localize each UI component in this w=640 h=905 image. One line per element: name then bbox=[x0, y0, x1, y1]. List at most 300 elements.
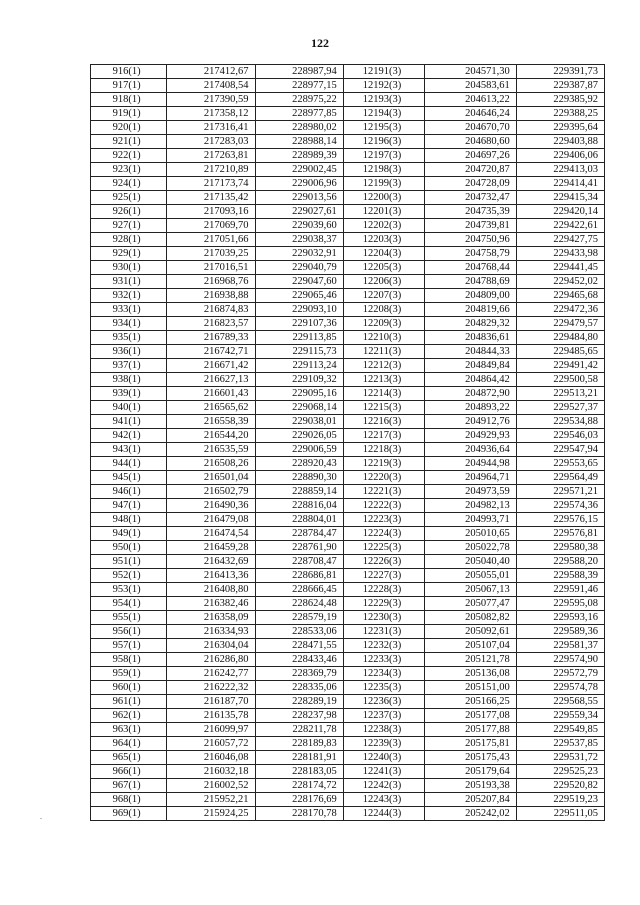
y-coordinate-a-cell: 229113,85 bbox=[255, 331, 343, 345]
x-coordinate-b-cell: 205067,13 bbox=[425, 583, 516, 597]
x-coordinate-a-cell: 216057,72 bbox=[167, 737, 255, 751]
point-id-b-cell: 12199(3) bbox=[343, 177, 425, 191]
y-coordinate-a-cell: 229027,61 bbox=[255, 205, 343, 219]
point-id-a-cell: 944(1) bbox=[91, 457, 167, 471]
x-coordinate-a-cell: 216222,32 bbox=[167, 681, 255, 695]
point-id-a-cell: 957(1) bbox=[91, 639, 167, 653]
y-coordinate-b-cell: 229513,21 bbox=[516, 387, 604, 401]
y-coordinate-b-cell: 229465,68 bbox=[516, 289, 604, 303]
y-coordinate-a-cell: 228237,98 bbox=[255, 709, 343, 723]
x-coordinate-b-cell: 205193,38 bbox=[425, 779, 516, 793]
y-coordinate-b-cell: 229525,23 bbox=[516, 765, 604, 779]
point-id-a-cell: 924(1) bbox=[91, 177, 167, 191]
point-id-a-cell: 968(1) bbox=[91, 793, 167, 807]
y-coordinate-b-cell: 229385,92 bbox=[516, 93, 604, 107]
y-coordinate-b-cell: 229427,75 bbox=[516, 233, 604, 247]
point-id-b-cell: 12240(3) bbox=[343, 751, 425, 765]
x-coordinate-b-cell: 204613,22 bbox=[425, 93, 516, 107]
y-coordinate-b-cell: 229559,34 bbox=[516, 709, 604, 723]
table-row bbox=[91, 527, 605, 541]
x-coordinate-b-cell: 204646,24 bbox=[425, 107, 516, 121]
y-coordinate-a-cell: 228989,39 bbox=[255, 149, 343, 163]
x-coordinate-a-cell: 217093,16 bbox=[167, 205, 255, 219]
y-coordinate-a-cell: 229115,73 bbox=[255, 345, 343, 359]
x-coordinate-b-cell: 204680,60 bbox=[425, 135, 516, 149]
y-coordinate-b-cell: 229574,78 bbox=[516, 681, 604, 695]
x-coordinate-a-cell: 216874,83 bbox=[167, 303, 255, 317]
x-coordinate-b-cell: 204697,26 bbox=[425, 149, 516, 163]
y-coordinate-a-cell: 229032,91 bbox=[255, 247, 343, 261]
point-id-a-cell: 961(1) bbox=[91, 695, 167, 709]
x-coordinate-a-cell: 217069,70 bbox=[167, 219, 255, 233]
y-coordinate-b-cell: 229441,45 bbox=[516, 261, 604, 275]
table-row bbox=[91, 807, 605, 821]
point-id-b-cell: 12203(3) bbox=[343, 233, 425, 247]
x-coordinate-b-cell: 204819,66 bbox=[425, 303, 516, 317]
y-coordinate-b-cell: 229591,46 bbox=[516, 583, 604, 597]
x-coordinate-a-cell: 216968,76 bbox=[167, 275, 255, 289]
y-coordinate-a-cell: 228987,94 bbox=[255, 65, 343, 79]
y-coordinate-a-cell: 228920,43 bbox=[255, 457, 343, 471]
table-row bbox=[91, 457, 605, 471]
table-row bbox=[91, 597, 605, 611]
point-id-b-cell: 12198(3) bbox=[343, 163, 425, 177]
table-row bbox=[91, 387, 605, 401]
point-id-b-cell: 12216(3) bbox=[343, 415, 425, 429]
x-coordinate-a-cell: 216334,93 bbox=[167, 625, 255, 639]
y-coordinate-b-cell: 229576,15 bbox=[516, 513, 604, 527]
point-id-b-cell: 12204(3) bbox=[343, 247, 425, 261]
y-coordinate-a-cell: 229107,36 bbox=[255, 317, 343, 331]
y-coordinate-b-cell: 229520,82 bbox=[516, 779, 604, 793]
y-coordinate-b-cell: 229588,39 bbox=[516, 569, 604, 583]
y-coordinate-b-cell: 229547,94 bbox=[516, 443, 604, 457]
x-coordinate-a-cell: 216099,97 bbox=[167, 723, 255, 737]
point-id-a-cell: 933(1) bbox=[91, 303, 167, 317]
x-coordinate-a-cell: 216627,13 bbox=[167, 373, 255, 387]
x-coordinate-a-cell: 216823,57 bbox=[167, 317, 255, 331]
x-coordinate-a-cell: 216002,52 bbox=[167, 779, 255, 793]
point-id-b-cell: 12215(3) bbox=[343, 401, 425, 415]
table-row bbox=[91, 345, 605, 359]
x-coordinate-a-cell: 216032,18 bbox=[167, 765, 255, 779]
y-coordinate-a-cell: 228183,05 bbox=[255, 765, 343, 779]
y-coordinate-b-cell: 229414,41 bbox=[516, 177, 604, 191]
point-id-b-cell: 12232(3) bbox=[343, 639, 425, 653]
x-coordinate-a-cell: 216135,78 bbox=[167, 709, 255, 723]
x-coordinate-a-cell: 216304,04 bbox=[167, 639, 255, 653]
point-id-b-cell: 12193(3) bbox=[343, 93, 425, 107]
point-id-a-cell: 920(1) bbox=[91, 121, 167, 135]
coordinates-table bbox=[90, 64, 605, 821]
y-coordinate-b-cell: 229491,42 bbox=[516, 359, 604, 373]
point-id-a-cell: 962(1) bbox=[91, 709, 167, 723]
point-id-a-cell: 931(1) bbox=[91, 275, 167, 289]
y-coordinate-b-cell: 229588,20 bbox=[516, 555, 604, 569]
table-row bbox=[91, 65, 605, 79]
y-coordinate-b-cell: 229519,23 bbox=[516, 793, 604, 807]
point-id-b-cell: 12230(3) bbox=[343, 611, 425, 625]
point-id-a-cell: 934(1) bbox=[91, 317, 167, 331]
point-id-b-cell: 12244(3) bbox=[343, 807, 425, 821]
y-coordinate-a-cell: 228977,85 bbox=[255, 107, 343, 121]
table-row bbox=[91, 191, 605, 205]
x-coordinate-a-cell: 216242,77 bbox=[167, 667, 255, 681]
x-coordinate-b-cell: 205055,01 bbox=[425, 569, 516, 583]
y-coordinate-b-cell: 229388,25 bbox=[516, 107, 604, 121]
point-id-a-cell: 921(1) bbox=[91, 135, 167, 149]
table-row bbox=[91, 569, 605, 583]
x-coordinate-b-cell: 204936,64 bbox=[425, 443, 516, 457]
point-id-b-cell: 12202(3) bbox=[343, 219, 425, 233]
y-coordinate-b-cell: 229527,37 bbox=[516, 401, 604, 415]
x-coordinate-b-cell: 204809,00 bbox=[425, 289, 516, 303]
y-coordinate-b-cell: 229553,65 bbox=[516, 457, 604, 471]
point-id-b-cell: 12233(3) bbox=[343, 653, 425, 667]
x-coordinate-a-cell: 216382,46 bbox=[167, 597, 255, 611]
x-coordinate-b-cell: 204872,90 bbox=[425, 387, 516, 401]
table-row bbox=[91, 275, 605, 289]
x-coordinate-b-cell: 204750,96 bbox=[425, 233, 516, 247]
y-coordinate-b-cell: 229500,58 bbox=[516, 373, 604, 387]
table-row bbox=[91, 625, 605, 639]
x-coordinate-a-cell: 217016,51 bbox=[167, 261, 255, 275]
point-id-a-cell: 935(1) bbox=[91, 331, 167, 345]
table-row bbox=[91, 765, 605, 779]
x-coordinate-b-cell: 205136,08 bbox=[425, 667, 516, 681]
x-coordinate-a-cell: 216601,43 bbox=[167, 387, 255, 401]
point-id-a-cell: 963(1) bbox=[91, 723, 167, 737]
y-coordinate-a-cell: 228624,48 bbox=[255, 597, 343, 611]
x-coordinate-a-cell: 215952,21 bbox=[167, 793, 255, 807]
point-id-a-cell: 930(1) bbox=[91, 261, 167, 275]
table-row bbox=[91, 93, 605, 107]
point-id-a-cell: 919(1) bbox=[91, 107, 167, 121]
y-coordinate-a-cell: 229006,59 bbox=[255, 443, 343, 457]
y-coordinate-b-cell: 229589,36 bbox=[516, 625, 604, 639]
x-coordinate-a-cell: 216286,80 bbox=[167, 653, 255, 667]
point-id-a-cell: 960(1) bbox=[91, 681, 167, 695]
x-coordinate-b-cell: 205022,78 bbox=[425, 541, 516, 555]
table-row bbox=[91, 317, 605, 331]
x-coordinate-b-cell: 205175,81 bbox=[425, 737, 516, 751]
table-row bbox=[91, 135, 605, 149]
point-id-b-cell: 12195(3) bbox=[343, 121, 425, 135]
x-coordinate-b-cell: 204982,13 bbox=[425, 499, 516, 513]
y-coordinate-a-cell: 228890,30 bbox=[255, 471, 343, 485]
table-row bbox=[91, 261, 605, 275]
y-coordinate-b-cell: 229413,03 bbox=[516, 163, 604, 177]
point-id-a-cell: 966(1) bbox=[91, 765, 167, 779]
x-coordinate-a-cell: 217263,81 bbox=[167, 149, 255, 163]
point-id-a-cell: 955(1) bbox=[91, 611, 167, 625]
y-coordinate-a-cell: 229026,05 bbox=[255, 429, 343, 443]
x-coordinate-a-cell: 216358,09 bbox=[167, 611, 255, 625]
point-id-a-cell: 969(1) bbox=[91, 807, 167, 821]
y-coordinate-a-cell: 228708,47 bbox=[255, 555, 343, 569]
y-coordinate-a-cell: 229002,45 bbox=[255, 163, 343, 177]
point-id-a-cell: 958(1) bbox=[91, 653, 167, 667]
y-coordinate-a-cell: 228181,91 bbox=[255, 751, 343, 765]
point-id-a-cell: 950(1) bbox=[91, 541, 167, 555]
table-row bbox=[91, 177, 605, 191]
point-id-a-cell: 964(1) bbox=[91, 737, 167, 751]
x-coordinate-a-cell: 216789,33 bbox=[167, 331, 255, 345]
point-id-b-cell: 12237(3) bbox=[343, 709, 425, 723]
y-coordinate-b-cell: 229534,88 bbox=[516, 415, 604, 429]
y-coordinate-b-cell: 229452,02 bbox=[516, 275, 604, 289]
point-id-a-cell: 936(1) bbox=[91, 345, 167, 359]
x-coordinate-b-cell: 205107,04 bbox=[425, 639, 516, 653]
y-coordinate-a-cell: 229093,10 bbox=[255, 303, 343, 317]
x-coordinate-a-cell: 216490,36 bbox=[167, 499, 255, 513]
y-coordinate-b-cell: 229472,36 bbox=[516, 303, 604, 317]
point-id-a-cell: 926(1) bbox=[91, 205, 167, 219]
point-id-b-cell: 12210(3) bbox=[343, 331, 425, 345]
point-id-b-cell: 12213(3) bbox=[343, 373, 425, 387]
x-coordinate-b-cell: 204720,87 bbox=[425, 163, 516, 177]
y-coordinate-b-cell: 229422,61 bbox=[516, 219, 604, 233]
x-coordinate-b-cell: 205166,25 bbox=[425, 695, 516, 709]
x-coordinate-b-cell: 205177,88 bbox=[425, 723, 516, 737]
x-coordinate-b-cell: 205092,61 bbox=[425, 625, 516, 639]
point-id-b-cell: 12201(3) bbox=[343, 205, 425, 219]
point-id-a-cell: 946(1) bbox=[91, 485, 167, 499]
table-row bbox=[91, 121, 605, 135]
y-coordinate-a-cell: 228686,81 bbox=[255, 569, 343, 583]
x-coordinate-a-cell: 215924,25 bbox=[167, 807, 255, 821]
x-coordinate-b-cell: 204844,33 bbox=[425, 345, 516, 359]
y-coordinate-a-cell: 228579,19 bbox=[255, 611, 343, 625]
point-id-a-cell: 929(1) bbox=[91, 247, 167, 261]
y-coordinate-b-cell: 229564,49 bbox=[516, 471, 604, 485]
point-id-b-cell: 12221(3) bbox=[343, 485, 425, 499]
y-coordinate-b-cell: 229433,98 bbox=[516, 247, 604, 261]
coordinates-table-body bbox=[91, 65, 605, 821]
table-row bbox=[91, 751, 605, 765]
x-coordinate-b-cell: 205207,84 bbox=[425, 793, 516, 807]
table-row bbox=[91, 429, 605, 443]
y-coordinate-b-cell: 229531,72 bbox=[516, 751, 604, 765]
table-row bbox=[91, 513, 605, 527]
y-coordinate-a-cell: 229047,60 bbox=[255, 275, 343, 289]
y-coordinate-a-cell: 228471,55 bbox=[255, 639, 343, 653]
x-coordinate-b-cell: 204768,44 bbox=[425, 261, 516, 275]
point-id-a-cell: 965(1) bbox=[91, 751, 167, 765]
x-coordinate-a-cell: 216558,39 bbox=[167, 415, 255, 429]
y-coordinate-a-cell: 228988,14 bbox=[255, 135, 343, 149]
point-id-b-cell: 12224(3) bbox=[343, 527, 425, 541]
y-coordinate-a-cell: 229095,16 bbox=[255, 387, 343, 401]
x-coordinate-a-cell: 217390,59 bbox=[167, 93, 255, 107]
x-coordinate-b-cell: 204912,76 bbox=[425, 415, 516, 429]
point-id-a-cell: 942(1) bbox=[91, 429, 167, 443]
point-id-b-cell: 12238(3) bbox=[343, 723, 425, 737]
y-coordinate-a-cell: 228977,15 bbox=[255, 79, 343, 93]
point-id-b-cell: 12214(3) bbox=[343, 387, 425, 401]
point-id-a-cell: 925(1) bbox=[91, 191, 167, 205]
x-coordinate-b-cell: 204849,84 bbox=[425, 359, 516, 373]
table-row bbox=[91, 219, 605, 233]
y-coordinate-a-cell: 228174,72 bbox=[255, 779, 343, 793]
margin-mark: . bbox=[40, 812, 42, 821]
table-row bbox=[91, 653, 605, 667]
table-row bbox=[91, 639, 605, 653]
y-coordinate-a-cell: 229040,79 bbox=[255, 261, 343, 275]
x-coordinate-b-cell: 205177,08 bbox=[425, 709, 516, 723]
point-id-a-cell: 956(1) bbox=[91, 625, 167, 639]
x-coordinate-a-cell: 217358,12 bbox=[167, 107, 255, 121]
point-id-b-cell: 12212(3) bbox=[343, 359, 425, 373]
point-id-b-cell: 12241(3) bbox=[343, 765, 425, 779]
point-id-a-cell: 947(1) bbox=[91, 499, 167, 513]
y-coordinate-b-cell: 229580,38 bbox=[516, 541, 604, 555]
y-coordinate-a-cell: 229109,32 bbox=[255, 373, 343, 387]
x-coordinate-b-cell: 204670,70 bbox=[425, 121, 516, 135]
x-coordinate-b-cell: 205010,65 bbox=[425, 527, 516, 541]
point-id-b-cell: 12197(3) bbox=[343, 149, 425, 163]
point-id-a-cell: 941(1) bbox=[91, 415, 167, 429]
point-id-a-cell: 918(1) bbox=[91, 93, 167, 107]
point-id-b-cell: 12209(3) bbox=[343, 317, 425, 331]
table-row bbox=[91, 779, 605, 793]
table-row bbox=[91, 555, 605, 569]
point-id-a-cell: 922(1) bbox=[91, 149, 167, 163]
point-id-b-cell: 12218(3) bbox=[343, 443, 425, 457]
table-row bbox=[91, 289, 605, 303]
table-row bbox=[91, 793, 605, 807]
x-coordinate-b-cell: 204944,98 bbox=[425, 457, 516, 471]
y-coordinate-b-cell: 229574,36 bbox=[516, 499, 604, 513]
y-coordinate-b-cell: 229581,37 bbox=[516, 639, 604, 653]
y-coordinate-b-cell: 229387,87 bbox=[516, 79, 604, 93]
x-coordinate-a-cell: 216408,80 bbox=[167, 583, 255, 597]
x-coordinate-a-cell: 217412,67 bbox=[167, 65, 255, 79]
y-coordinate-b-cell: 229395,64 bbox=[516, 121, 604, 135]
point-id-a-cell: 952(1) bbox=[91, 569, 167, 583]
x-coordinate-a-cell: 217135,42 bbox=[167, 191, 255, 205]
point-id-a-cell: 943(1) bbox=[91, 443, 167, 457]
point-id-a-cell: 951(1) bbox=[91, 555, 167, 569]
x-coordinate-a-cell: 216535,59 bbox=[167, 443, 255, 457]
point-id-a-cell: 954(1) bbox=[91, 597, 167, 611]
y-coordinate-b-cell: 229484,80 bbox=[516, 331, 604, 345]
x-coordinate-a-cell: 217039,25 bbox=[167, 247, 255, 261]
table-row bbox=[91, 303, 605, 317]
table-row bbox=[91, 79, 605, 93]
point-id-a-cell: 940(1) bbox=[91, 401, 167, 415]
table-row bbox=[91, 695, 605, 709]
table-row bbox=[91, 541, 605, 555]
table-row bbox=[91, 709, 605, 723]
x-coordinate-b-cell: 204929,93 bbox=[425, 429, 516, 443]
x-coordinate-a-cell: 217316,41 bbox=[167, 121, 255, 135]
point-id-b-cell: 12208(3) bbox=[343, 303, 425, 317]
x-coordinate-b-cell: 204864,42 bbox=[425, 373, 516, 387]
point-id-b-cell: 12243(3) bbox=[343, 793, 425, 807]
y-coordinate-a-cell: 229065,46 bbox=[255, 289, 343, 303]
y-coordinate-b-cell: 229415,34 bbox=[516, 191, 604, 205]
table-row bbox=[91, 667, 605, 681]
table-row bbox=[91, 681, 605, 695]
point-id-b-cell: 12219(3) bbox=[343, 457, 425, 471]
table-row bbox=[91, 359, 605, 373]
y-coordinate-a-cell: 228804,01 bbox=[255, 513, 343, 527]
x-coordinate-a-cell: 216938,88 bbox=[167, 289, 255, 303]
x-coordinate-b-cell: 205179,64 bbox=[425, 765, 516, 779]
x-coordinate-b-cell: 204893,22 bbox=[425, 401, 516, 415]
point-id-b-cell: 12222(3) bbox=[343, 499, 425, 513]
point-id-b-cell: 12226(3) bbox=[343, 555, 425, 569]
y-coordinate-a-cell: 229038,37 bbox=[255, 233, 343, 247]
point-id-a-cell: 917(1) bbox=[91, 79, 167, 93]
x-coordinate-a-cell: 216565,62 bbox=[167, 401, 255, 415]
y-coordinate-a-cell: 228433,46 bbox=[255, 653, 343, 667]
table-row bbox=[91, 149, 605, 163]
y-coordinate-a-cell: 228980,02 bbox=[255, 121, 343, 135]
x-coordinate-b-cell: 204583,61 bbox=[425, 79, 516, 93]
y-coordinate-a-cell: 229039,60 bbox=[255, 219, 343, 233]
point-id-b-cell: 12200(3) bbox=[343, 191, 425, 205]
y-coordinate-a-cell: 228666,45 bbox=[255, 583, 343, 597]
x-coordinate-b-cell: 204728,09 bbox=[425, 177, 516, 191]
x-coordinate-b-cell: 204732,47 bbox=[425, 191, 516, 205]
table-row bbox=[91, 443, 605, 457]
x-coordinate-a-cell: 216508,26 bbox=[167, 457, 255, 471]
y-coordinate-a-cell: 229013,56 bbox=[255, 191, 343, 205]
x-coordinate-a-cell: 216742,71 bbox=[167, 345, 255, 359]
x-coordinate-a-cell: 216474,54 bbox=[167, 527, 255, 541]
table-row bbox=[91, 723, 605, 737]
y-coordinate-b-cell: 229572,79 bbox=[516, 667, 604, 681]
point-id-b-cell: 12235(3) bbox=[343, 681, 425, 695]
x-coordinate-a-cell: 217408,54 bbox=[167, 79, 255, 93]
point-id-a-cell: 945(1) bbox=[91, 471, 167, 485]
y-coordinate-a-cell: 228189,83 bbox=[255, 737, 343, 751]
point-id-b-cell: 12191(3) bbox=[343, 65, 425, 79]
y-coordinate-a-cell: 229068,14 bbox=[255, 401, 343, 415]
table-row bbox=[91, 247, 605, 261]
y-coordinate-b-cell: 229420,14 bbox=[516, 205, 604, 219]
x-coordinate-b-cell: 204571,30 bbox=[425, 65, 516, 79]
x-coordinate-a-cell: 217283,03 bbox=[167, 135, 255, 149]
y-coordinate-a-cell: 228533,06 bbox=[255, 625, 343, 639]
x-coordinate-a-cell: 216671,42 bbox=[167, 359, 255, 373]
point-id-b-cell: 12236(3) bbox=[343, 695, 425, 709]
x-coordinate-a-cell: 216502,79 bbox=[167, 485, 255, 499]
table-row bbox=[91, 583, 605, 597]
x-coordinate-b-cell: 204829,32 bbox=[425, 317, 516, 331]
point-id-a-cell: 938(1) bbox=[91, 373, 167, 387]
point-id-b-cell: 12234(3) bbox=[343, 667, 425, 681]
point-id-b-cell: 12229(3) bbox=[343, 597, 425, 611]
table-row bbox=[91, 485, 605, 499]
x-coordinate-b-cell: 204758,79 bbox=[425, 247, 516, 261]
point-id-b-cell: 12239(3) bbox=[343, 737, 425, 751]
point-id-b-cell: 12206(3) bbox=[343, 275, 425, 289]
y-coordinate-a-cell: 229113,24 bbox=[255, 359, 343, 373]
table-row bbox=[91, 107, 605, 121]
y-coordinate-b-cell: 229537,85 bbox=[516, 737, 604, 751]
point-id-a-cell: 948(1) bbox=[91, 513, 167, 527]
y-coordinate-b-cell: 229549,85 bbox=[516, 723, 604, 737]
x-coordinate-b-cell: 205242,02 bbox=[425, 807, 516, 821]
y-coordinate-b-cell: 229593,16 bbox=[516, 611, 604, 625]
x-coordinate-a-cell: 217173,74 bbox=[167, 177, 255, 191]
y-coordinate-b-cell: 229568,55 bbox=[516, 695, 604, 709]
y-coordinate-b-cell: 229485,65 bbox=[516, 345, 604, 359]
point-id-b-cell: 12225(3) bbox=[343, 541, 425, 555]
